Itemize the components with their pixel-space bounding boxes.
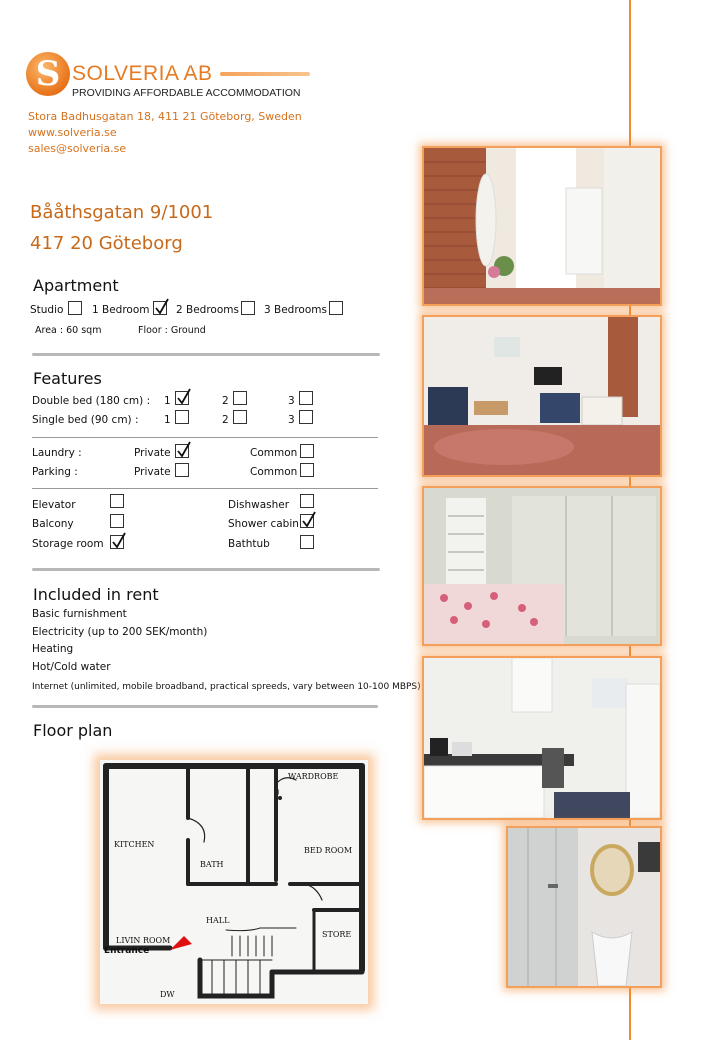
double-bed-label: Double bed (180 cm) : xyxy=(32,395,151,407)
checkmark-icon xyxy=(175,387,193,407)
option-2-bedrooms-label: 2 Bedrooms xyxy=(176,304,239,316)
label-kitchen: KITCHEN xyxy=(114,840,155,849)
kitchen-photo xyxy=(422,656,662,820)
apartment-floor: Floor : Ground xyxy=(138,325,206,336)
bedroom-photo-icon xyxy=(424,488,660,644)
label-dw: DW xyxy=(160,990,175,999)
company-website[interactable]: www.solveria.se xyxy=(28,126,117,139)
single-bed-2-checkbox[interactable] xyxy=(233,410,247,424)
laundry-common-label: Common xyxy=(250,447,298,459)
dishwasher-label: Dishwasher xyxy=(228,499,290,511)
parking-private-checkbox[interactable] xyxy=(175,463,189,477)
checkmark-icon xyxy=(175,440,193,460)
bathtub-label: Bathtub xyxy=(228,538,270,550)
company-tagline: PROVIDING AFFORDABLE ACCOMMODATION xyxy=(72,87,301,99)
bathtub-checkbox[interactable] xyxy=(300,535,314,549)
option-3-bedrooms-label: 3 Bedrooms xyxy=(264,304,327,316)
company-name: SOLVERIA AB xyxy=(72,62,213,85)
single-bed-count-1: 1 xyxy=(164,414,171,426)
double-bed-count-1: 1 xyxy=(164,395,171,407)
section-divider xyxy=(32,568,380,571)
storage-room-checkbox[interactable] xyxy=(110,535,124,549)
double-bed-1-checkbox[interactable] xyxy=(175,391,189,405)
company-email[interactable]: sales@solveria.se xyxy=(28,142,127,155)
storage-room-label: Storage room xyxy=(32,538,104,550)
single-bed-count-2: 2 xyxy=(222,414,229,426)
laundry-common-checkbox[interactable] xyxy=(300,444,314,458)
included-item: Heating xyxy=(32,643,74,655)
included-item: Hot/Cold water xyxy=(32,661,111,673)
thin-divider xyxy=(32,437,378,438)
label-bedroom: BED ROOM xyxy=(304,846,353,855)
option-2-bedrooms-checkbox[interactable] xyxy=(241,301,255,315)
double-bed-count-2: 2 xyxy=(222,395,229,407)
laundry-private-checkbox[interactable] xyxy=(175,444,189,458)
label-hall: HALL xyxy=(206,916,230,925)
double-bed-2-checkbox[interactable] xyxy=(233,391,247,405)
included-item: Internet (unlimited, mobile broadband, practical spreeds, vary between 10-100 MBPS) xyxy=(32,682,421,692)
dishwasher-checkbox[interactable] xyxy=(300,494,314,508)
label-store: STORE xyxy=(322,930,352,939)
option-1-bedroom-checkbox[interactable] xyxy=(153,301,167,315)
property-city: 417 20 Göteborg xyxy=(30,233,183,254)
bathroom-photo xyxy=(506,826,662,988)
double-bed-3-checkbox[interactable] xyxy=(299,391,313,405)
checkmark-icon xyxy=(300,510,318,530)
option-studio-checkbox[interactable] xyxy=(68,301,82,315)
balcony-checkbox[interactable] xyxy=(110,514,124,528)
laundry-label: Laundry : xyxy=(32,447,82,459)
logo-letter-icon: S xyxy=(35,54,61,94)
label-bath: BATH xyxy=(200,860,224,869)
kitchen-photo-icon xyxy=(424,658,660,818)
single-bed-label: Single bed (90 cm) : xyxy=(32,414,139,426)
bedroom-photo xyxy=(422,486,662,646)
section-divider xyxy=(32,353,380,356)
label-entrance: Entrance xyxy=(104,946,150,956)
apartment-heading: Apartment xyxy=(33,276,119,295)
floor-plan-drawing xyxy=(100,760,368,1004)
single-bed-3-checkbox[interactable] xyxy=(299,410,313,424)
option-1-bedroom-label: 1 Bedroom xyxy=(92,304,150,316)
single-bed-1-checkbox[interactable] xyxy=(175,410,189,424)
option-3-bedrooms-checkbox[interactable] xyxy=(329,301,343,315)
parking-label: Parking : xyxy=(32,466,78,478)
company-address: Stora Badhusgatan 18, 411 21 Göteborg, Sweden xyxy=(28,110,302,123)
label-living-room: LIVIN ROOM xyxy=(116,936,171,945)
parking-common-checkbox[interactable] xyxy=(300,463,314,477)
features-heading: Features xyxy=(33,369,102,388)
option-studio-label: Studio xyxy=(30,304,64,316)
double-bed-count-3: 3 xyxy=(288,395,295,407)
logo-underline xyxy=(220,72,310,76)
section-divider xyxy=(32,705,378,708)
single-bed-count-3: 3 xyxy=(288,414,295,426)
elevator-checkbox[interactable] xyxy=(110,494,124,508)
shower-cabin-checkbox[interactable] xyxy=(300,514,314,528)
living-room-photo-icon xyxy=(424,317,660,475)
thin-divider xyxy=(32,488,378,489)
checkmark-icon xyxy=(153,297,171,317)
property-street: Bååthsgatan 9/1001 xyxy=(30,202,214,223)
hallway-photo-icon xyxy=(424,148,660,304)
hallway-photo xyxy=(422,146,662,306)
checkmark-icon xyxy=(110,531,128,551)
floor-plan-heading: Floor plan xyxy=(33,721,113,740)
included-item: Basic furnishment xyxy=(32,608,127,620)
parking-private-label: Private xyxy=(134,466,171,478)
included-heading: Included in rent xyxy=(33,585,159,604)
apartment-area: Area : 60 sqm xyxy=(35,325,102,336)
parking-common-label: Common xyxy=(250,466,298,478)
bathroom-photo-icon xyxy=(508,828,660,986)
elevator-label: Elevator xyxy=(32,499,76,511)
shower-cabin-label: Shower cabin xyxy=(228,518,299,530)
living-room-photo xyxy=(422,315,662,477)
label-wardrobe: WARDROBE xyxy=(288,772,339,781)
floor-plan-svg xyxy=(100,760,368,1004)
laundry-private-label: Private xyxy=(134,447,171,459)
balcony-label: Balcony xyxy=(32,518,74,530)
included-item: Electricity (up to 200 SEK/month) xyxy=(32,626,208,638)
